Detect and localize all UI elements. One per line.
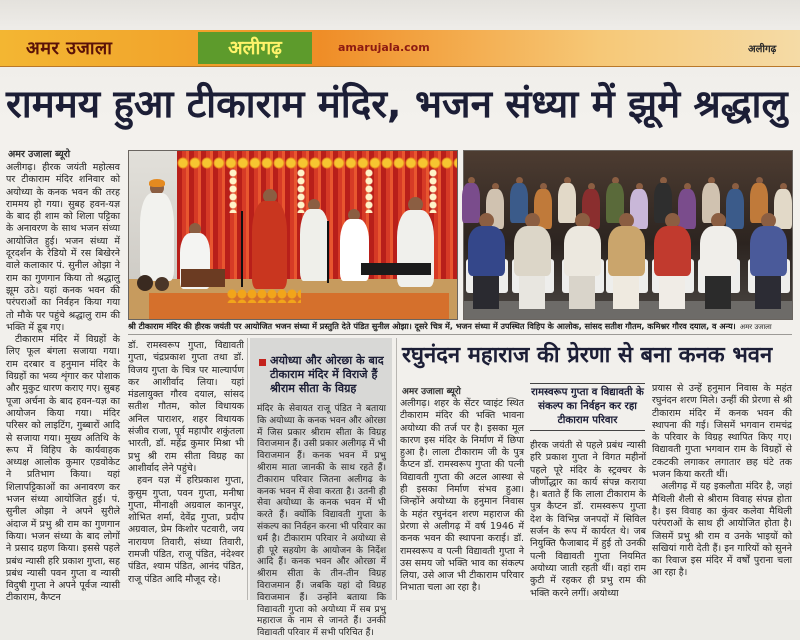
front-row-guest-figure <box>650 213 694 309</box>
legs <box>569 276 595 309</box>
torso <box>564 226 601 276</box>
second-headline: रघुनंदन महाराज की प्रेरणा से बना कनक भवन <box>402 343 773 368</box>
torso <box>300 209 329 281</box>
front-row-guest-figure <box>560 213 604 309</box>
turban-musician-figure <box>137 181 177 281</box>
sidebar-box <box>250 338 392 639</box>
legs <box>519 276 545 309</box>
website-label: amarujala.com <box>338 41 430 54</box>
legs <box>473 276 499 309</box>
column-divider <box>247 338 248 600</box>
edition-label: अलीगढ़ <box>198 32 312 64</box>
caption-text: श्री टीकाराम मंदिर की हीरक जयंती पर आयोजित भजन संध्या में प्रस्तुति देते पंडित सुनील ओझा। दूसरे चित्र में, भजन संध्या में उपस्थित विहिप के आलोक, सांसद सतीश गौतम, कमिश्नर गौरव दयाल, व अन्य। <box>128 321 736 331</box>
pull-quote: रामस्वरूप गुप्ता व विद्यावती के संकल्प का निर्वहन कर रहा टीकाराम परिवार <box>530 383 645 431</box>
front-row-guest-figure <box>746 213 790 309</box>
second-article-column-2 <box>530 440 646 600</box>
flower-decoration <box>227 289 301 303</box>
paragraph: प्रयास से उन्हें हनुमान निवास के महंत रघुनंदन शरण मिले। उन्हीं की प्रेरणा से श्री टीकाराम मंदिर में कनक भवन की स्थापना की गई। जिसमें भगवान रामचंद्र के परिवार के विग्रह स्थापित किए गए। विद्यावती गुप्ता भगवान राम के विग्रहों से टकटकी लगाकर लगातार छह घंटे तक भजन किया करती थीं। <box>652 383 792 481</box>
torso <box>252 201 287 289</box>
torso <box>468 226 505 276</box>
hanging-garland <box>365 169 373 213</box>
legs <box>613 276 639 309</box>
paragraph: अलीगढ़ में यह इकलौता मंदिर है, जहां मैथिली शैली से श्रीराम विवाह संपन्न होता है। इस विवाह का कुंवर कलेवा मैथिली परंपराओं के साथ ही आयोजित होता है। जिसमें प्रभु श्री राम व उनके भाइयों को सखियां गारी देती हैं। इन गारियों को सुनने का रिवाज इस मंदिर में वर्षों पुराना चला आ रहा है। <box>652 481 792 579</box>
front-row-guest-figure <box>464 213 508 309</box>
newspaper-logo: अमर उजाला <box>26 38 113 59</box>
second-article-column-3 <box>652 383 792 600</box>
musician-figure <box>297 199 331 281</box>
second-article-column-1 <box>400 398 524 600</box>
main-byline: अमर उजाला ब्यूरो <box>8 149 71 160</box>
paragraph: टीकाराम मंदिर में विग्रहों के लिए फूल बंगला सजाया गया। राम दरबार व हनुमान मंदिर के विग्रहों का भव्य शृंगार कर पोशाक और मुकुट धारण कराए गए। सुबह पूजा अर्चना के बाद हवन-यज्ञ का आयोजन किया गया। मंदिर परिसर को लाइटिंग, गुब्बारों आदि से सजाया गया। मुख्य अतिथि के रूप में विहिप के कार्यवाहक अध्यक्ष आलोक कुमार एडवोकेट ने प्रतिभाग किया। यहां शिलापट्टिकाओं का अनावरण कर भजन संध्या आयोजित हुई। पं. सुनील ओझा ने अपने सुरीले अंदाज में प्रभु श्री राम का गुणगान किया। भजन संध्या के बाद लोगों ने प्रसाद ग्रहण किया। इससे पहले प्रबंध न्यासी हरि प्रकाश गुप्ता, सह प्रबंध न्यासी पवन गुप्ता व न्यासी विदुषी गुप्ता ने अपने पूर्वज न्यासी टीकाराम, कैप्टन <box>6 334 120 604</box>
torso <box>608 226 645 276</box>
photo-caption <box>128 320 792 332</box>
bullet-square-icon <box>259 359 266 366</box>
microphone-stand <box>327 221 329 283</box>
second-byline: अमर उजाला ब्यूरो <box>402 387 461 397</box>
main-article-column-1 <box>6 162 120 604</box>
front-row-guest-figure <box>604 213 648 309</box>
torso <box>514 226 551 276</box>
main-headline: राममय हुआ टीकाराम मंदिर, भजन संध्या में झूमे श्रद्धालु <box>6 82 788 127</box>
sidebar-body <box>257 404 386 639</box>
paragraph: अलीगढ़। हीरक जयंती महोत्सव पर टीकाराम मंदिर शनिवार को अयोध्या के कनक भवन की तरह राममय हो गया। सुबह हवन-यज्ञ के बाद ही शाम को शिला पट्टिका के अनावरण के साथ भजन संध्या आयोजित हुई। भजन संध्या में दूरदर्शन के रेडियो में रस बिखेरने वाले कलाकार पं. सुनील ओझा ने राम का गुणगान किया तो श्रद्धालु झूम उठे। यहां कनक भवन की परंपराओं का निर्वहन किया गया तो मौके पर पहुंचे श्रद्धालु राम की भक्ति में डूब गए। <box>6 162 120 333</box>
tabla-drum <box>155 277 169 291</box>
photo-bhajan-performance <box>128 150 458 320</box>
legs <box>755 276 781 309</box>
masthead-strip <box>0 30 800 67</box>
photo-credit: अमर उजाला <box>739 323 772 331</box>
divider <box>128 334 792 335</box>
sidebar-heading: अयोध्या और ओरछा के बाद टीकाराम मंदिर में विराजे हैं श्रीराम सीता के विग्रह <box>270 354 384 395</box>
paragraph: अलीगढ़। शहर के सेंटर प्वाइंट स्थित टीकाराम मंदिर की भक्ति भावना अयोध्या की तर्ज पर है। इसका मूल कारण इस मंदिर के निर्माण में छिपा हुआ है। लाला टीकाराम जी के पुत्र कैप्टन डॉ. रामस्वरूप गुप्ता की पत्नी विद्यावती गुप्ता की अटल आस्था से ही इसका निर्माण संभव हुआ। जिन्होंने अयोध्या के हनुमान निवास के महंत रघुनंदन शरण महाराज की प्रेरणा से अलीगढ़ में वर्ष 1946 में कनक भवन की स्थापना कराई। डॉ. रामस्वरूप व पत्नी विद्यावती गुप्ता ने उस समय जो भक्ति भाव का संकल्प लिया, उसे आज भी टीकाराम परिवार निभाता चला आ रहा है। <box>400 398 524 594</box>
torso <box>750 226 787 276</box>
keyboard-instrument <box>361 263 431 275</box>
tabla-drum <box>137 275 153 291</box>
main-article-column-2 <box>128 340 244 600</box>
front-row-guest-figure <box>696 213 740 309</box>
microphone-stand <box>241 211 243 287</box>
torso <box>654 226 691 276</box>
singer-figure <box>249 189 291 289</box>
marigold-garland <box>177 157 457 169</box>
torso <box>397 210 434 287</box>
paragraph: हीरक जयंती से पहले प्रबंध न्यासी हरि प्रकाश गुप्ता ने विगत महीनों पहले पूरे मंदिर के स्ट्रक्चर के जीर्णोद्धार का कार्य संपन्न कराया है। बताते हैं कि लाला टीकाराम के पुत्र कैप्टन डॉ. रामस्वरूप गुप्ता देश के विभिन्न जनपदों में सिविल सर्जन के रूप में कार्यरत थे। जब नियुक्ति फैजाबाद में हुई तो उनकी पत्नी विद्यावती गुप्ता नियमित अयोध्या जाती रहती थीं। वहां राम कुटी में रहकर ही प्रभु राम की भक्ति करने लगीं। अयोध्या <box>530 440 646 599</box>
turban <box>149 179 165 187</box>
edition-label-right: अलीगढ़ <box>748 44 777 55</box>
photo-audience <box>463 150 793 320</box>
column-divider <box>396 338 397 600</box>
hanging-garland <box>229 169 237 213</box>
paragraph: डॉ. रामस्वरूप गुप्ता, विद्यावती गुप्ता, चंद्रप्रकाश गुप्ता तथा डॉ. विजय गुप्ता के चित्र पर माल्यार्पण कर आशीर्वाद लिया। यहां मंडलायुक्त गौरव दयाल, सांसद सतीश गौतम, कोल विधायक अनिल पाराशर, शहर विधायक संजीव राजा, पूर्व महापौर शकुंतला भारती, डॉ. महेंद्र कुमार मिश्रा भी प्रभु श्री राम सीता विग्रह का आशीर्वाद लेने पहुंचे। <box>128 340 244 474</box>
front-row-guest-figure <box>510 213 554 309</box>
paragraph: हवन यज्ञ में हरिप्रकाश गुप्ता, कुसुम गुप्ता, पवन गुप्ता, मनीषा गुप्ता, मीनाक्षी अग्रवाल कानपुर, शोभित शर्मा, देवेंद्र गुप्ता, प्रदीप अग्रवाल, प्रेम किशोर पटवारी, जय नारायण तिवारी, संध्या तिवारी, रामजी पंडित, राजू पंडित, नंदेश्वर पंडित, श्याम पंडित, आनंद पंडित, राजू पंडित आदि मौजूद रहे। <box>128 475 244 585</box>
legs <box>659 276 685 309</box>
torso <box>700 226 737 276</box>
harmonium <box>181 269 225 287</box>
torso <box>140 193 174 281</box>
paragraph: मंदिर के सेवायत राजू पंडित ने बताया कि अयोध्या के कनक भवन और ओरछा में जिस प्रकार श्रीराम सीता के विग्रह विराजमान हैं। उसी प्रकार अलीगढ़ में भी विराजमान हैं। कनक भवन में प्रभु श्रीराम माता जानकी के साथ रहते हैं। टीकाराम परिवार जितना अलीगढ़ के कनक भवन में सेवा करता है। उतनी ही सेवा अयोध्या के कनक भवन में भी करते हैं। क्योंकि विद्यावती गुप्ता के संकल्प का निर्वहन करना भी परिवार का धर्म है। टीकाराम परिवार ने अयोध्या से ही पूरे सहयोग के आयोजन के निर्देश आदि हैं। कनक भवन और ओरछा में श्रीराम सीता के तीन-तीन विग्रह विराजमान हैं। जबकि यहां दो विग्रह विराजमान हैं। उन्होंने बताया कि विद्यावती गुप्ता को अयोध्या में सब प्रभु महाराज के नाम से जानते हैं। उनकी विद्यावती परिवार में सभी परिचित हैं। <box>257 404 386 639</box>
legs <box>705 276 731 309</box>
